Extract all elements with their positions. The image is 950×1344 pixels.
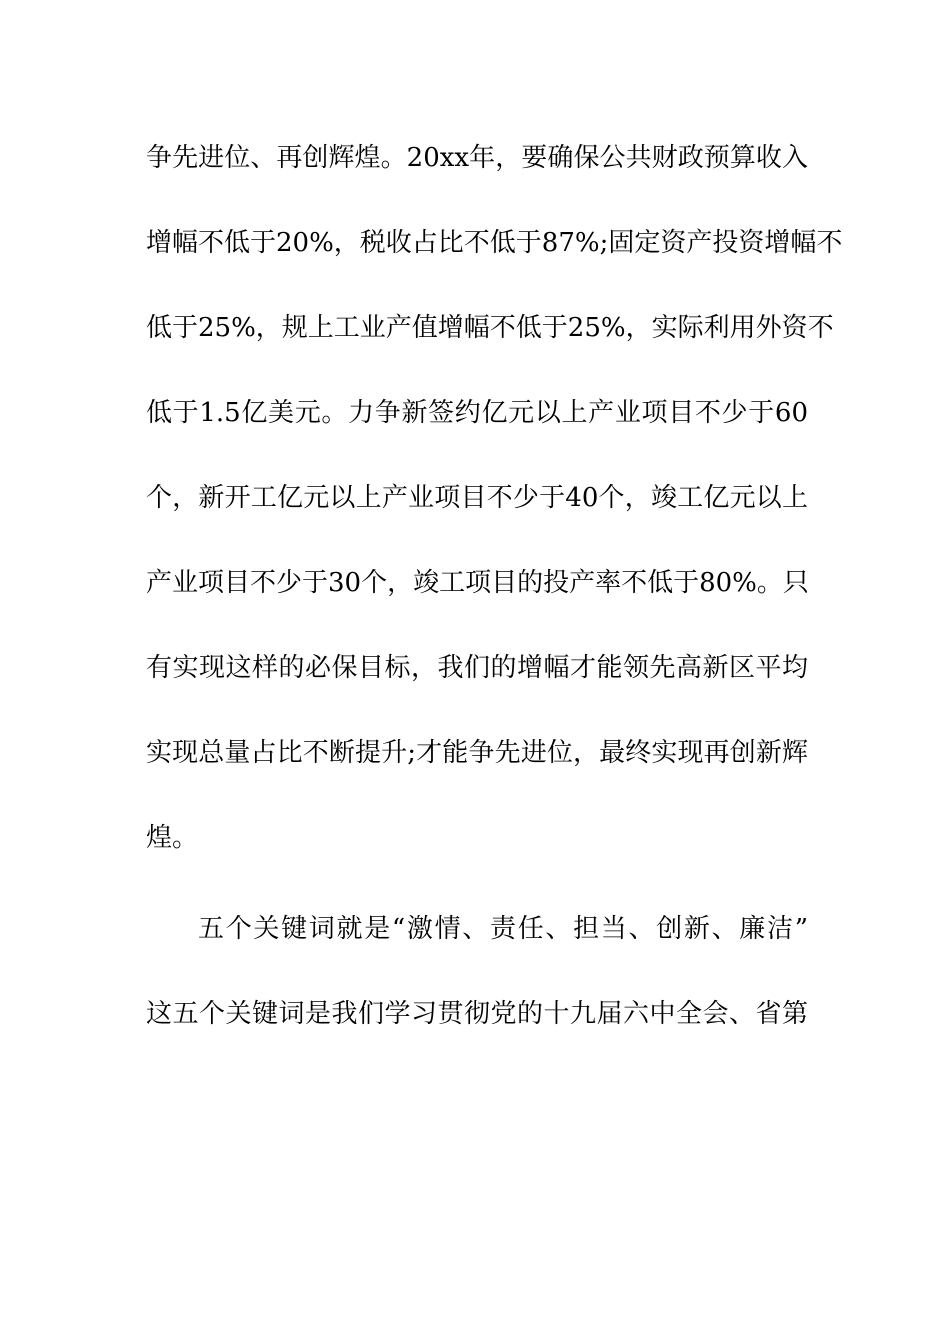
text-line: 这五个关键词是我们学习贯彻党的十九届六中全会、省第 — [146, 999, 808, 1029]
text-line: 五个关键词就是“激情、责任、担当、创新、廉洁” — [198, 914, 808, 944]
text-line: 产业项目不少于30个，竣工项目的投产率不低于80%。只 — [146, 568, 809, 598]
text-line: 个，新开工亿元以上产业项目不少于40个，竣工亿元以上 — [146, 483, 808, 513]
text-line: 低于25%，规上工业产值增幅不低于25%，实际利用外资不 — [146, 313, 834, 343]
text-line: 低于1.5亿美元。力争新签约亿元以上产业项目不少于60 — [146, 398, 808, 428]
text-line: 实现总量占比不断提升;才能争先进位，最终实现再创新辉 — [146, 738, 808, 768]
text-line: 争先进位、再创辉煌。20xx年，要确保公共财政预算收入 — [146, 143, 808, 173]
text-line: 煌。 — [146, 823, 199, 853]
text-line: 有实现这样的必保目标，我们的增幅才能领先高新区平均 — [146, 653, 808, 683]
text-line: 增幅不低于20%，税收占比不低于87%;固定资产投资增幅不 — [146, 228, 843, 258]
